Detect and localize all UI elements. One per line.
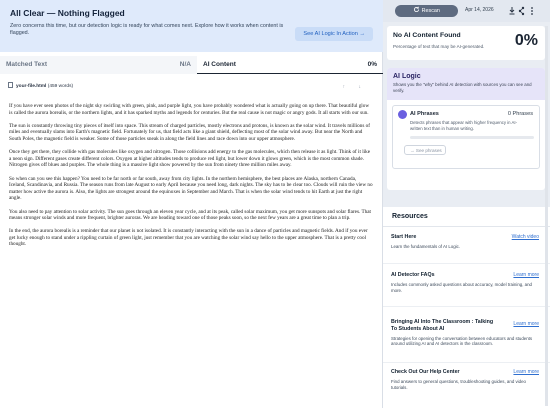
resource-divider (383, 263, 550, 264)
resource-title: AI Detector FAQs (391, 272, 435, 278)
resource-divider (383, 362, 550, 363)
resources-divider (383, 226, 550, 227)
file-bar (0, 80, 383, 94)
document-paragraph: Once they get there, they collide with gas molecules like oxygen and nitrogen. Those collisions add energy to the gas molecules, which then release it as light. Think of it like a neon sign. Different gases create different colors. Oxygen at higher altitudes tends to produce red light, but lower down it glows green, which is the most common shade. Nitrogen gives off blues and purples. The whole thing is a massive light show powered by the sun from ninety three million miles away. (9, 149, 371, 169)
result-nav-arrows[interactable]: ↑ ↓ (342, 84, 367, 90)
tab-ai-content[interactable] (197, 56, 383, 74)
ai-summary-card (387, 26, 545, 60)
document-paragraph: If you have ever seen photos of the night sky swirling with green, pink, and purple light, you have probably wondered what is actually going on up there. That beautiful glow is called the aurora borealis, or the northern lights, and it has sparked myths and legends for centuries. But the real cause is not magic or angry gods. It all starts with our sun. (9, 103, 370, 116)
learn-more-link[interactable]: Learn more (513, 369, 539, 375)
document-paragraph: You also need to pay attention to solar activity. The sun goes through an eleven year cycle, and at its peak, called solar maximum, you get more sunspots and solar flares. That means stronger solar winds and more frequent, brighter auroras. We are heading toward one of those peaks soon, so the next few years are a great time to plan a trip. (9, 208, 371, 222)
all-clear-banner (0, 0, 383, 52)
ai-logic-header (387, 68, 545, 100)
tab-ai-value: 0% (367, 61, 377, 68)
scrollbar[interactable] (545, 26, 548, 406)
ai-logic-subtitle: Shows you the "why" behind AI detection with sources you can see and verify. (393, 82, 532, 93)
document-text (9, 103, 373, 408)
rescan-button[interactable] (395, 5, 458, 17)
resources-panel (383, 207, 550, 408)
resource-faqs (391, 272, 539, 293)
resource-title: Start Here (391, 234, 417, 240)
right-panel (383, 0, 550, 408)
tab-ai-label: AI Content (203, 61, 236, 68)
more-icon[interactable] (531, 7, 533, 15)
resource-description: Find answers to general questions, troubleshooting guides, and video tutorials. (391, 378, 526, 390)
resource-title: Bringing AI Into The Classroom : Talking To Students About AI (391, 319, 494, 332)
see-phrases-label: See phrases (415, 148, 442, 153)
rescan-label: Rescan (421, 8, 440, 14)
file-word-count: (459 words) (47, 84, 74, 89)
ai-phrases-description: Detects phrases that appear with higher frequency in AI-written text than in human writing. (410, 120, 518, 131)
see-phrases-button[interactable] (404, 145, 446, 155)
learn-more-link[interactable]: Learn more (513, 272, 539, 278)
learn-more-link[interactable]: Learn more (513, 321, 539, 327)
sparkle-icon (398, 110, 407, 119)
refresh-icon (413, 6, 420, 13)
resource-description: Strategies for opening the conversation between educators and students around utilizing AI and AI detectors in the classroom. (391, 335, 533, 347)
ai-percentage: 0% (514, 32, 538, 49)
document-paragraph: In the end, the aurora borealis is a reminder that our planet is not isolated. It is constantly interacting with the sun in a dance of particles and magnetic fields. And if you ever get lucky enough to stand under a rippling curtain of green light, just remember that you are watching the solar wind say hello to the upper atmosphere. That is a pretty cool thought. (9, 228, 368, 248)
resources-title: Resources (392, 213, 428, 220)
tab-matched-value: N/A (179, 61, 191, 68)
resource-help-center (391, 369, 539, 390)
resource-divider (383, 306, 550, 307)
download-icon[interactable] (510, 7, 515, 14)
tab-bar (0, 56, 383, 74)
ai-phrases-bar (410, 136, 534, 139)
ai-phrases-title: AI Phrases (410, 111, 439, 117)
banner-title: All Clear — Nothing Flagged (10, 8, 125, 18)
file-icon (8, 82, 13, 88)
ai-logic-card (387, 68, 545, 190)
resource-classroom (391, 319, 539, 347)
top-bar (383, 0, 550, 22)
ai-phrases-count: 0 Phrases (507, 111, 533, 117)
arrow-right-icon: → (410, 148, 416, 153)
tab-matched-text[interactable] (0, 56, 197, 74)
resource-description: Learn the fundamentals of AI Logic. (391, 243, 461, 249)
see-ai-logic-button[interactable]: See AI Logic In Action → (295, 27, 373, 41)
ai-logic-title: AI Logic (393, 73, 421, 80)
resource-start-here (391, 234, 539, 250)
summary-subtitle: Percentage of text that may be AI-generated. (393, 44, 485, 49)
ai-phrases-box (392, 105, 540, 169)
file-name: your-file.html (16, 84, 47, 89)
document-paragraph: So when can you see this happen? You need to be far north or far south, away from city lights. In the northern hemisphere, the best places are Alaska, northern Canada, Iceland, Scandinavia, and Russia. The season runs from late August to early April because you need long, dark nights. The sky has to be clear too. Clouds will ruin the view no matter how active the aurora is. Also, the lights are strongest around the equinoxes in September and March. That is when the solar wind tends to hit Earth at just the right angle. (9, 175, 373, 202)
tab-matched-label: Matched Text (6, 61, 48, 68)
scan-date: Apr 14, 2026 (465, 7, 494, 13)
document-paragraph: The sun is constantly throwing tiny pieces of itself into space. This stream of charged particles, mostly electrons and protons, is known as the solar wind. It travels millions of miles and eventually slams into Earth's magnetic field. Fortunately for us, that field acts like a giant shield, deflecting most of the solar wind away. But near the North and South Poles, the magnetic field is weaker. Some of those particles sneak in along the field lines and race down into our upper atmosphere. (9, 122, 370, 142)
resource-title: Check Out Our Help Center (391, 369, 460, 375)
resource-description: Includes commonly asked questions about accuracy, model training, and more. (391, 281, 532, 293)
summary-title: No AI Content Found (393, 32, 461, 39)
top-icons (508, 5, 548, 17)
banner-description: Zero concerns this time, but our detection logic is ready for what comes next. Explore how it works when content is flagged. (10, 23, 284, 36)
share-icon[interactable] (519, 7, 524, 15)
watch-video-link[interactable]: Watch video (511, 234, 539, 240)
